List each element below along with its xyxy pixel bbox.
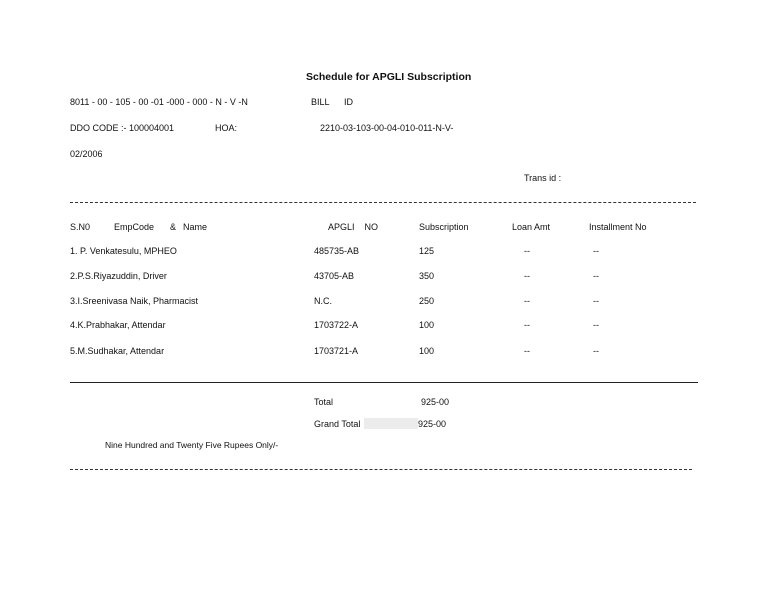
column-header-name: Name — [183, 222, 208, 232]
employee-cell: 3.I.Sreenivasa Naik, Pharmacist — [70, 296, 199, 306]
hoa-label: HOA: — [215, 123, 238, 133]
employee-cell: 1. P. Venkatesulu, MPHEO — [70, 246, 177, 256]
loan-amt-cell: -- — [524, 271, 530, 281]
top-dashed-divider — [70, 202, 696, 203]
installment-no-cell: -- — [593, 296, 599, 306]
total-value: 925-00 — [421, 397, 450, 407]
trans-id-label: Trans id : — [524, 173, 562, 183]
column-header-installment-no: Installment No — [589, 222, 647, 232]
loan-amt-cell: -- — [524, 246, 530, 256]
total-label: Total — [314, 397, 334, 407]
bottom-dashed-divider — [70, 469, 692, 470]
subscription-cell: 100 — [419, 320, 435, 330]
employee-cell: 2.P.S.Riyazuddin, Driver — [70, 271, 167, 281]
table-row — [0, 296, 768, 310]
table-header — [0, 222, 768, 236]
apgli-no-cell: 43705-AB — [314, 271, 355, 281]
employee-cell: 4.K.Prabhakar, Attendar — [70, 320, 166, 330]
ddo-code: DDO CODE :- 100004001 — [70, 123, 175, 133]
amount-in-words: Nine Hundred and Twenty Five Rupees Only/- — [105, 440, 279, 450]
apgli-no-cell: 485735-AB — [314, 246, 360, 256]
id-label: ID — [344, 97, 353, 107]
installment-no-cell: -- — [593, 271, 599, 281]
page-title: Schedule for APGLI Subscription — [306, 71, 472, 83]
account-head: 8011 - 00 - 105 - 00 -01 -000 - 000 - N - V -N — [70, 97, 248, 107]
grand-total-shade — [364, 418, 418, 429]
installment-no-cell: -- — [593, 346, 599, 356]
column-header-subscription: Subscription — [419, 222, 469, 232]
subscription-cell: 125 — [419, 246, 435, 256]
column-header-empcode: EmpCode — [114, 222, 155, 232]
table-row — [0, 246, 768, 260]
apgli-no-cell: 1703721-A — [314, 346, 359, 356]
grand-total-label: Grand Total — [314, 419, 361, 429]
grand-total-value: 925-00 — [418, 419, 447, 429]
loan-amt-cell: -- — [524, 296, 530, 306]
loan-amt-cell: -- — [524, 320, 530, 330]
column-header-loan-amt: Loan Amt — [512, 222, 551, 232]
subscription-cell: 100 — [419, 346, 435, 356]
column-header-sno: S.N0 — [70, 222, 91, 232]
subscription-cell: 250 — [419, 296, 435, 306]
column-header-amp: & — [170, 222, 177, 232]
table-row — [0, 271, 768, 285]
employee-cell: 5.M.Sudhakar, Attendar — [70, 346, 165, 356]
table-row — [0, 346, 768, 360]
apgli-no-cell: 1703722-A — [314, 320, 359, 330]
column-header-apgli-no: APGLI NO — [328, 222, 379, 232]
bill-label: BILL — [311, 97, 330, 107]
installment-no-cell: -- — [593, 320, 599, 330]
totals-divider — [70, 382, 698, 383]
installment-no-cell: -- — [593, 246, 599, 256]
subscription-cell: 350 — [419, 271, 435, 281]
table-row — [0, 320, 768, 334]
period: 02/2006 — [70, 149, 103, 159]
loan-amt-cell: -- — [524, 346, 530, 356]
hoa-value: 2210-03-103-00-04-010-011-N-V- — [320, 123, 454, 133]
apgli-no-cell: N.C. — [314, 296, 332, 306]
